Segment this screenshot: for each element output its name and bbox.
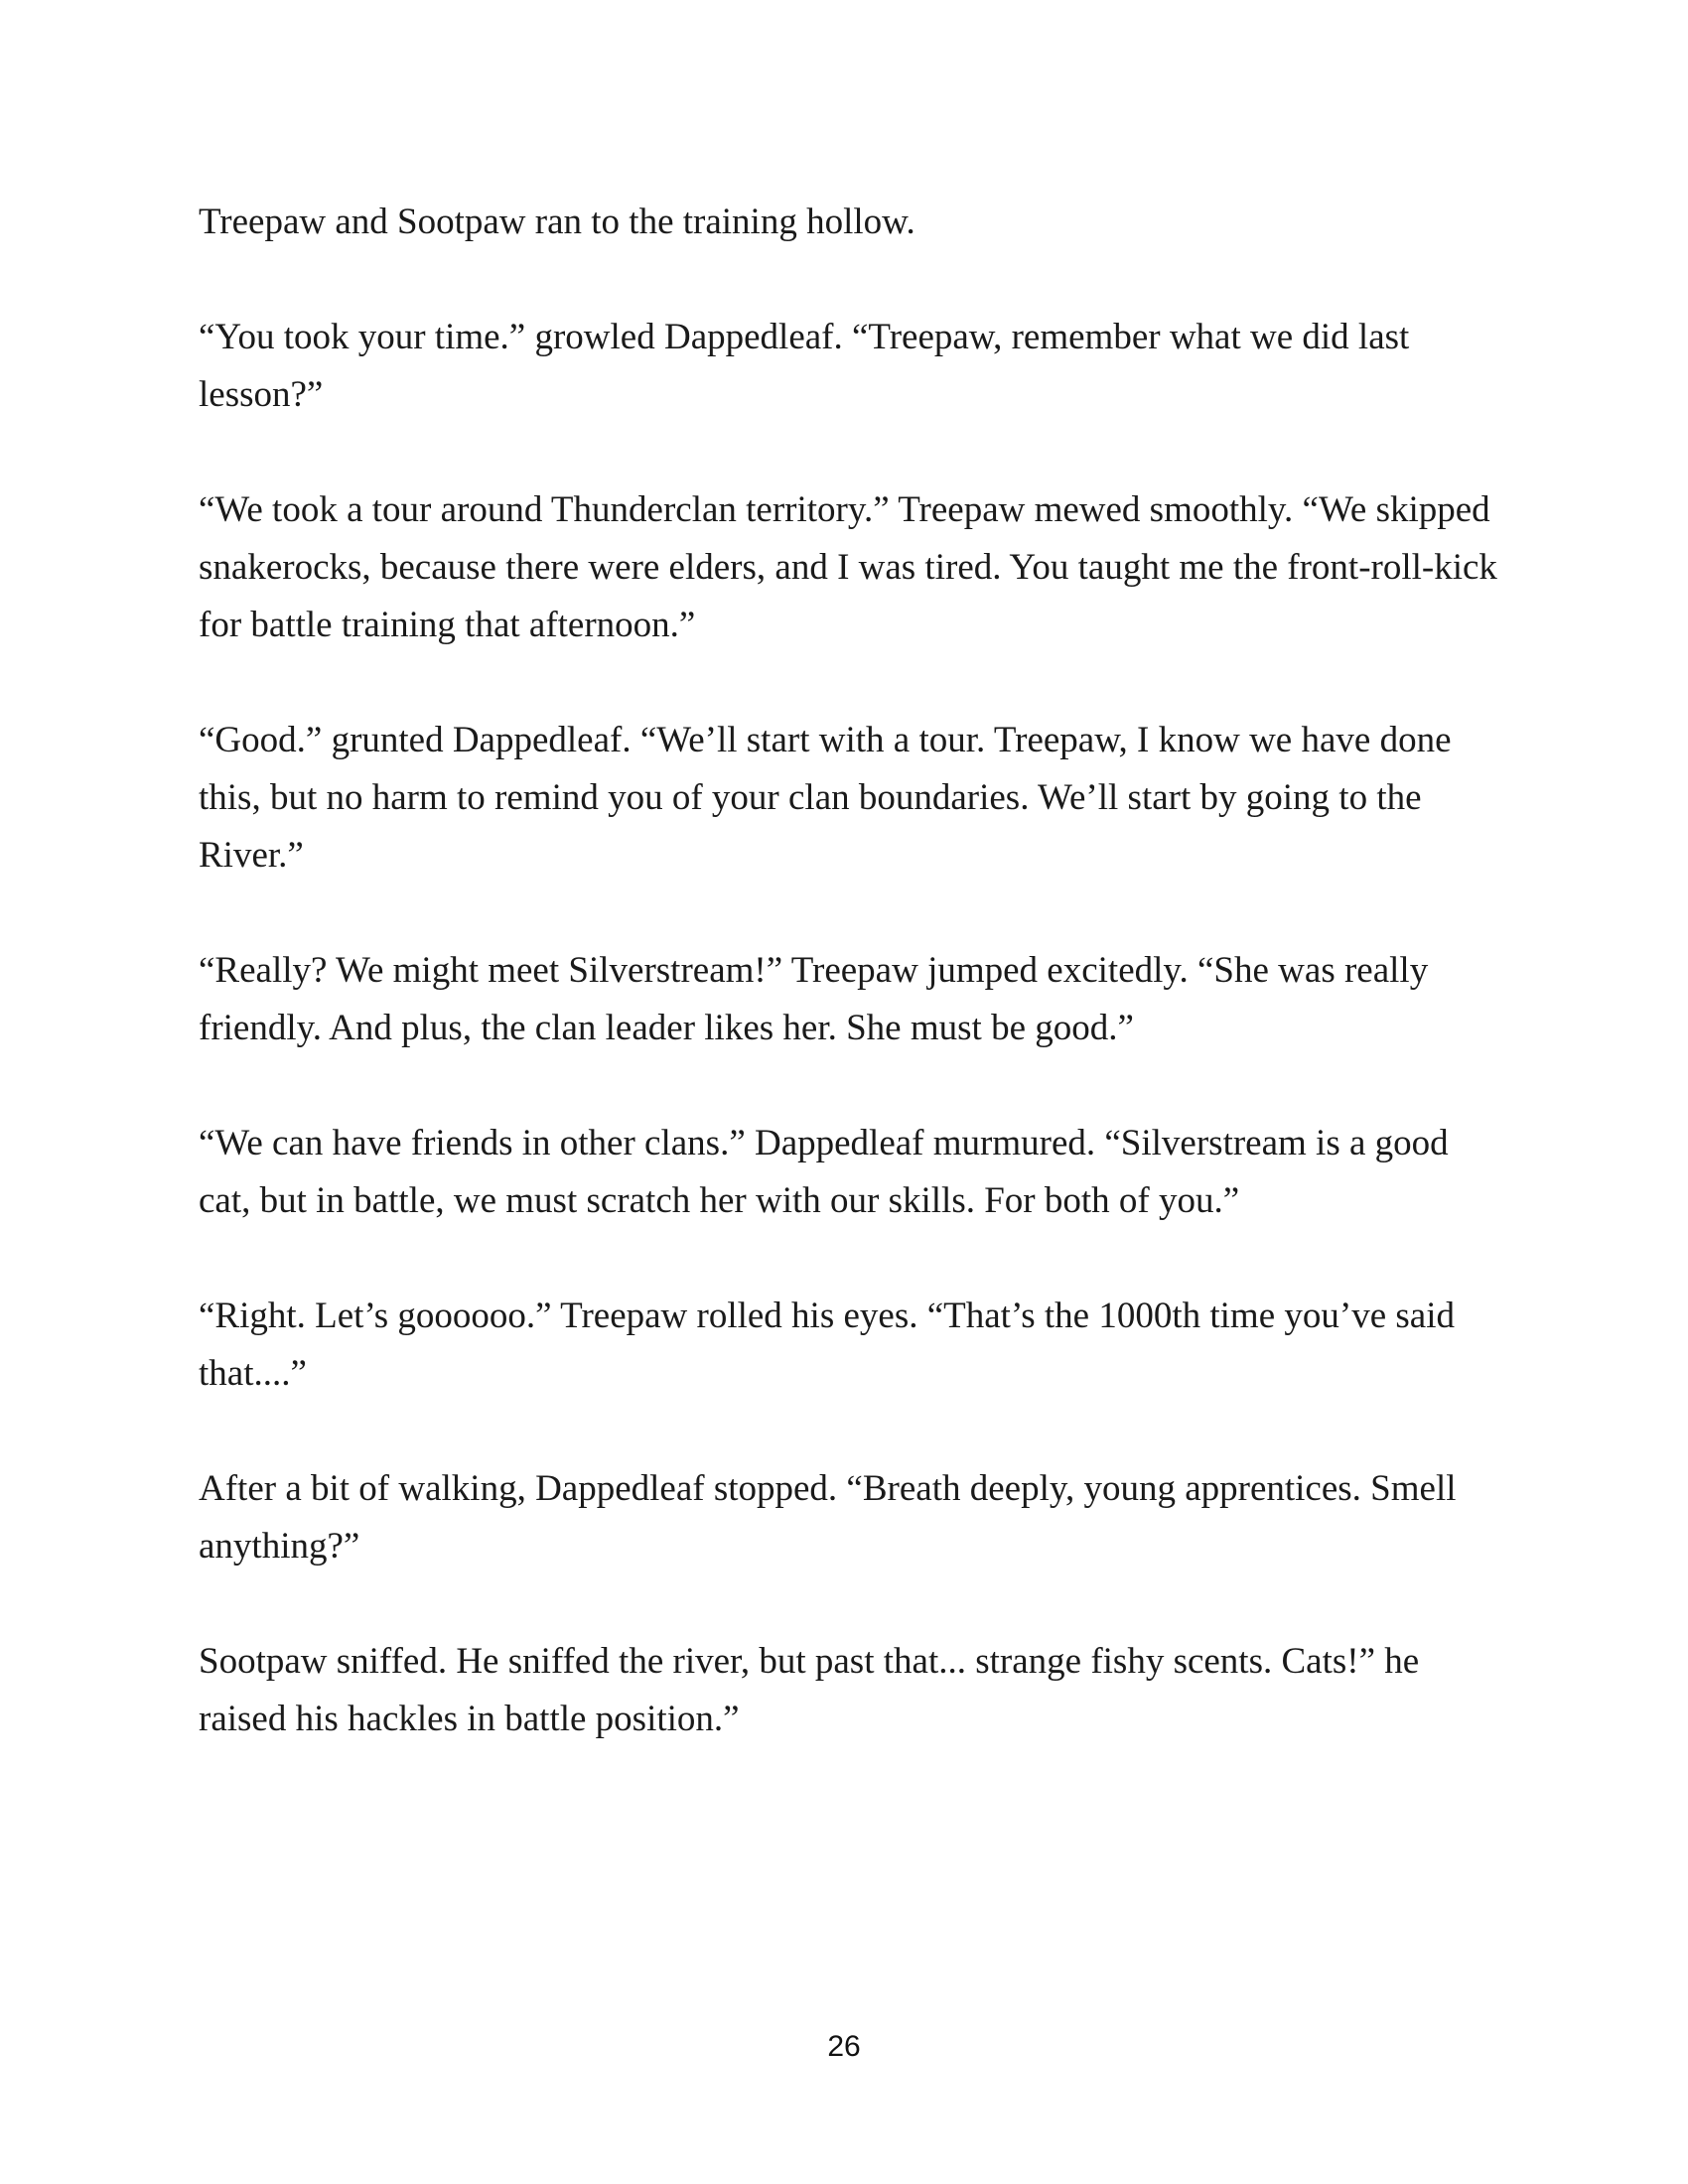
paragraph-3: “We took a tour around Thunderclan territory.” Treepaw mewed smoothly. “We skipped snakerocks, because there were elders, and I was tired. You taught me the front-roll-kick for battle training that afternoon.” [199,489,1497,645]
page-number: 26 [827,2030,861,2063]
paragraph-5: “Really? We might meet Silverstream!” Treepaw jumped excitedly. “She was really friendly. And plus, the clan leader likes her. She must be good.” [199,950,1429,1048]
paragraph-6: “We can have friends in other clans.” Dappedleaf murmured. “Silverstream is a good cat, but in battle, we must scratch her with our skills. For both of you.” [199,1123,1449,1221]
paragraph-7: “Right. Let’s goooooo.” Treepaw rolled his eyes. “That’s the 1000th time you’ve said that....” [199,1296,1455,1394]
paragraph-4: “Good.” grunted Dappedleaf. “We’ll start with a tour. Treepaw, I know we have done this, but no harm to remind you of your clan boundaries. We’ll start by going to the River.” [199,720,1452,876]
story-text [199,194,1509,1806]
paragraph-2: “You took your time.” growled Dappedleaf. “Treepaw, remember what we did last lesson?” [199,317,1410,415]
paragraph-1: Treepaw and Sootpaw ran to the training hollow. [199,202,915,242]
paragraph-8: After a bit of walking, Dappedleaf stopped. “Breath deeply, young apprentices. Smell anything?” [199,1468,1457,1567]
paragraph-9: Sootpaw sniffed. He sniffed the river, but past that... strange fishy scents. Cats!” he raised his hackles in battle position.” [199,1641,1420,1739]
